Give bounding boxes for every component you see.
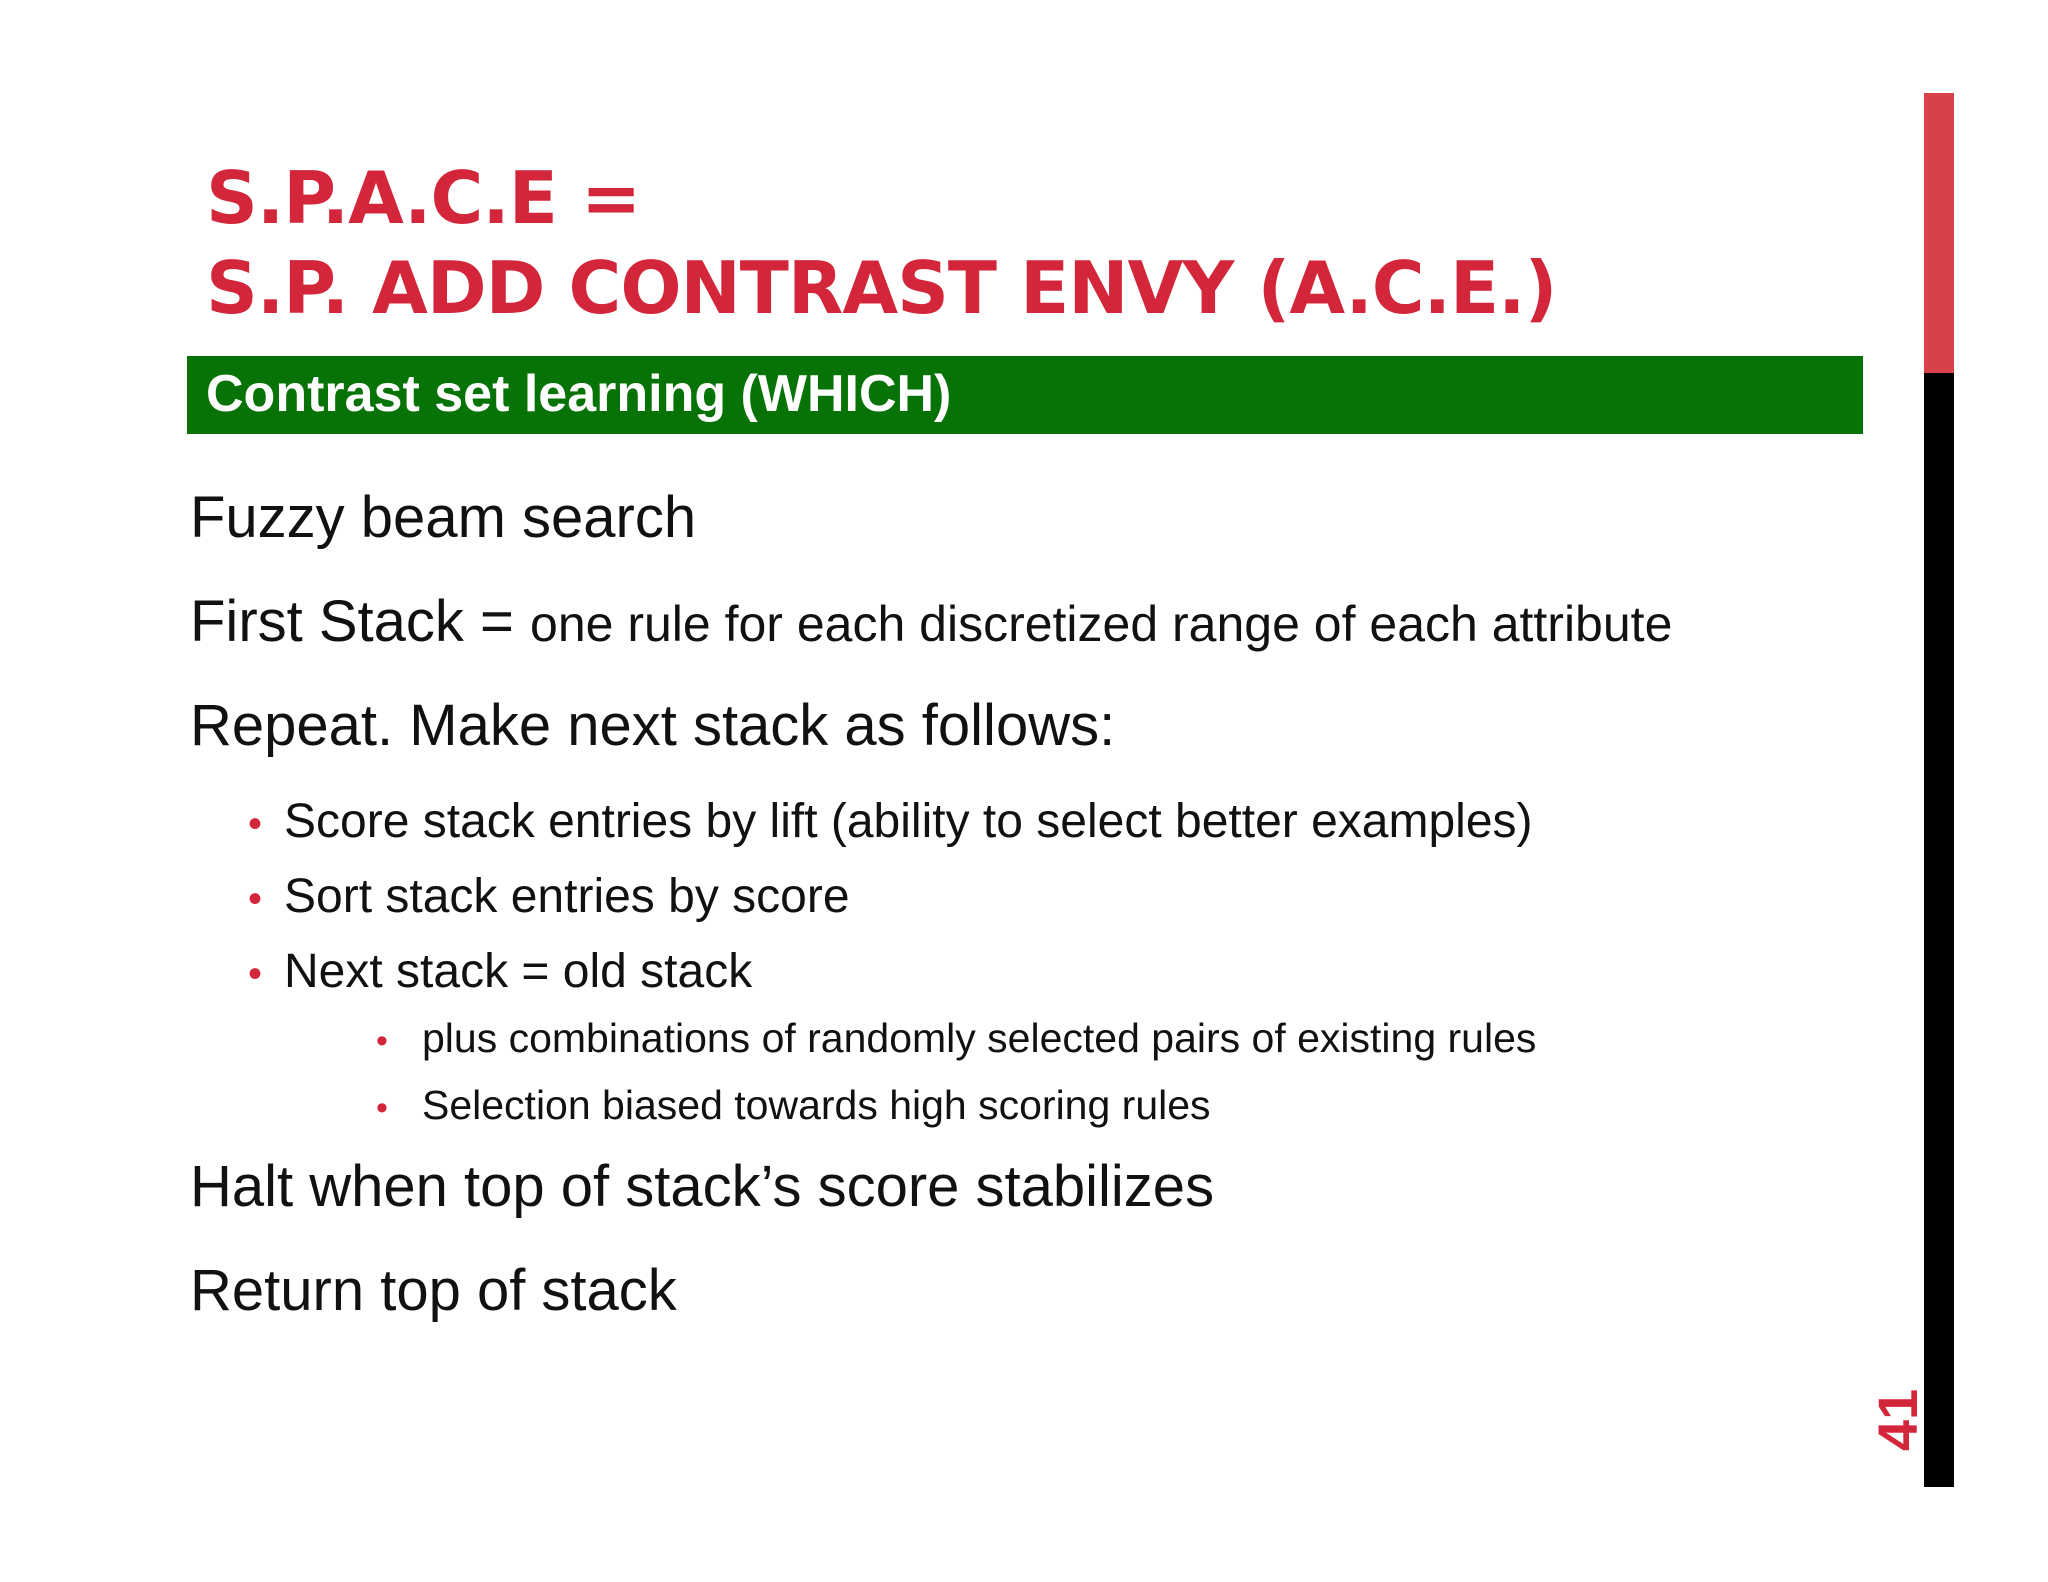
bullet-dot-icon: • — [248, 802, 263, 846]
side-accent-bar-black — [1924, 373, 1954, 1487]
bullet-dot-icon: • — [248, 952, 263, 996]
bullet-dot-icon: • — [248, 877, 263, 921]
sub-sub-bullet-combinations — [376, 1013, 1536, 1066]
bullet-first-stack — [190, 587, 1672, 659]
sub-sub-bullet-text: Selection biased towards high scoring rules — [422, 1082, 1211, 1128]
bullet-halt: Halt when top of stack’s score stabilizes — [190, 1154, 1215, 1219]
slide-title-line-2: S.P. ADD CONTRAST ENVY (A.C.E.) — [206, 246, 1557, 330]
sub-bullet-text: Score stack entries by lift (ability to select better examples) — [284, 795, 1533, 848]
bullet-fuzzy-beam-search: Fuzzy beam search — [190, 485, 697, 550]
bullet-repeat: Repeat. Make next stack as follows: — [190, 693, 1116, 758]
page-number: 41 — [1866, 1388, 1929, 1452]
bullet-return: Return top of stack — [190, 1258, 677, 1323]
side-accent-bar-red — [1924, 93, 1954, 373]
bullet-dot-icon: • — [376, 1089, 388, 1127]
sub-sub-bullet-text: plus combinations of randomly selected pairs of existing rules — [422, 1015, 1537, 1061]
sub-bullet-next-stack — [248, 943, 752, 1003]
slide-title-line-1: S.P.A.C.E = — [206, 156, 641, 240]
sub-bullet-text: Next stack = old stack — [284, 945, 753, 998]
sub-sub-bullet-selection — [376, 1080, 1211, 1133]
first-stack-description: one rule for each discretized range of each attribute — [530, 596, 1673, 652]
first-stack-label: First Stack = — [190, 589, 531, 654]
bullet-dot-icon: • — [376, 1022, 388, 1060]
sub-bullet-text: Sort stack entries by score — [284, 870, 850, 923]
section-title: Contrast set learning (WHICH) — [206, 365, 952, 423]
sub-bullet-score — [248, 793, 1533, 853]
sub-bullet-sort — [248, 868, 850, 928]
